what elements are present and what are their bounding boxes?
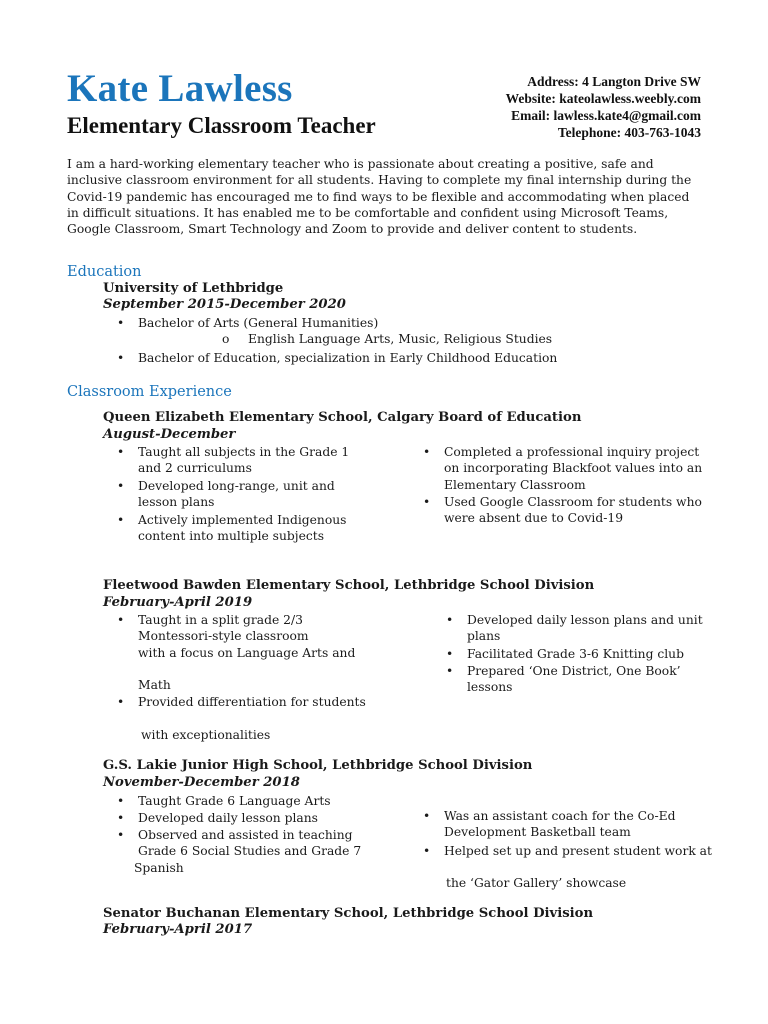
education-item: • Bachelor of Arts (General Humanities) (138, 315, 378, 331)
job-bullet-continued: Spanish (134, 861, 184, 875)
job-dates: February-April 2017 (103, 922, 253, 937)
education-item: • Bachelor of Education, specialization in Early Childhood Education (138, 350, 557, 366)
job-school: Fleetwood Bawden Elementary School, Lethbridge School Division (103, 578, 595, 593)
job-school: Senator Buchanan Elementary School, Lethbridge School Division (103, 906, 594, 921)
summary-paragraph: I am a hard-working elementary teacher who is passionate about creating a positive, safe and inclusive classroom environment for all students. Having to complete my final internship during the Covid-19 pandemic has encouraged me to find ways to be flexible and accommodating when placed in difficult situations. It has enabled me to be comfortable and confident using Microsoft Teams, Google Classroom, Smart Technology and Zoom to provide and deliver content to students. (67, 157, 692, 237)
job-bullet: • Actively implemented Indigenous content into multiple subjects (138, 512, 346, 545)
address: Address: 4 Langton Drive SW (527, 74, 701, 89)
candidate-name: Kate Lawless (67, 67, 293, 110)
job-bullet: • Developed daily lesson plans and unit plans (467, 612, 703, 645)
website: Website: kateolawless.weebly.com (505, 91, 701, 106)
job-bullet: • Facilitated Grade 3-6 Knitting club (467, 646, 684, 662)
job-bullet-continued: Math (138, 678, 171, 692)
email: Email: lawless.kate4@gmail.com (511, 108, 701, 123)
job-dates: November-December 2018 (103, 775, 300, 790)
job-title: Elementary Classroom Teacher (67, 113, 376, 138)
telephone: Telephone: 403-763-1043 (557, 125, 701, 140)
education-subitem: o English Language Arts, Music, Religious Studies (248, 331, 552, 347)
job-dates: August-December (103, 427, 236, 442)
job-bullet: • Taught Grade 6 Language Arts (138, 793, 331, 809)
job-bullet: • Used Google Classroom for students who were absent due to Covid-19 (444, 494, 702, 527)
job-bullet: • Taught in a split grade 2/3 Montessori-style classroom with a focus on Language Arts and (138, 612, 355, 661)
education-school: University of Lethbridge (103, 281, 284, 296)
job-bullet: • Developed daily lesson plans (138, 810, 318, 826)
job-school: G.S. Lakie Junior High School, Lethbridge School Division (103, 758, 533, 773)
job-school: Queen Elizabeth Elementary School, Calgary Board of Education (103, 410, 582, 425)
job-bullet-continued: the ‘Gator Gallery’ showcase (446, 876, 627, 890)
job-bullet: • Provided differentiation for students (138, 694, 366, 710)
education-dates: September 2015-December 2020 (103, 297, 346, 312)
contact-block (506, 73, 701, 141)
job-bullet: • Was an assistant coach for the Co-Ed Development Basketball team (444, 808, 675, 841)
job-bullet: • Completed a professional inquiry project on incorporating Blackfoot values into an Elementary Classroom (444, 444, 702, 493)
job-bullet: • Helped set up and present student work at (444, 843, 712, 859)
job-bullet: • Taught all subjects in the Grade 1 and 2 curriculums (138, 444, 349, 477)
job-bullet: • Observed and assisted in teaching Grade 6 Social Studies and Grade 7 (138, 827, 361, 860)
job-bullet-continued: with exceptionalities (141, 728, 271, 742)
education-heading: Education (67, 264, 142, 280)
job-bullet: • Developed long-range, unit and lesson plans (138, 478, 335, 511)
job-bullet: • Prepared ‘One District, One Book’ lessons (467, 663, 681, 696)
experience-heading: Classroom Experience (67, 384, 232, 400)
job-dates: February-April 2019 (103, 595, 253, 610)
